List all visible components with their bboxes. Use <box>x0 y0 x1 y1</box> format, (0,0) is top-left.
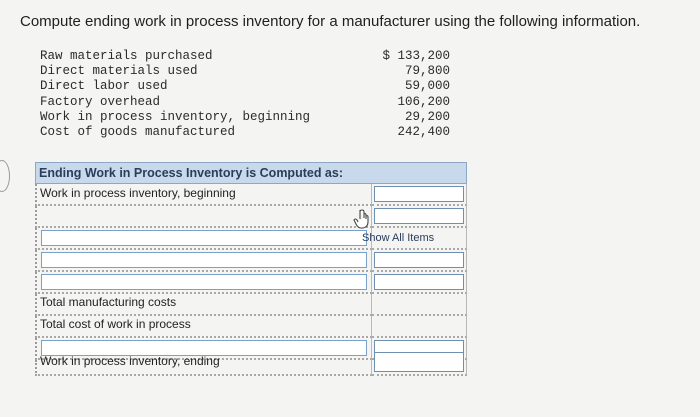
amount-cell <box>372 206 467 228</box>
amount-cell <box>372 294 467 316</box>
label-dropdown[interactable] <box>41 274 367 290</box>
question-text: Compute ending work in process inventory for a manufacturer using the following information. <box>20 13 641 30</box>
amount-input[interactable] <box>374 186 464 202</box>
given-row <box>40 79 450 94</box>
given-data <box>40 49 450 140</box>
given-row <box>40 125 450 140</box>
given-label: Cost of goods manufactured <box>40 124 236 139</box>
side-panel-tab[interactable] <box>0 160 10 192</box>
given-label: Factory overhead <box>40 94 161 109</box>
amount-cell <box>372 272 467 294</box>
given-value: 59,000 <box>404 79 450 94</box>
amount-input[interactable] <box>374 274 464 290</box>
amount-input[interactable] <box>374 352 464 372</box>
given-value: 106,200 <box>397 94 450 109</box>
given-row <box>40 95 450 110</box>
amount-input[interactable] <box>374 208 464 224</box>
given-value: 29,200 <box>404 109 450 124</box>
given-value: 79,800 <box>404 64 450 79</box>
row-label <box>35 250 372 272</box>
row-label-text: Total cost of work in process <box>40 317 191 331</box>
given-label: Raw materials purchased <box>40 49 213 63</box>
given-label: Work in process inventory, beginning <box>40 109 311 124</box>
hand-cursor-icon <box>353 209 371 229</box>
label-dropdown[interactable] <box>41 252 367 268</box>
row-label-text: Work in process inventory, beginning <box>40 186 236 200</box>
amount-cell <box>372 250 467 272</box>
given-label: Direct labor used <box>40 79 168 94</box>
given-label: Direct materials used <box>40 64 198 79</box>
given-row <box>40 49 450 64</box>
row-label-text: Work in process inventory, ending <box>40 354 220 368</box>
amount-cell <box>372 184 467 206</box>
row-label-text: Total manufacturing costs <box>40 295 177 309</box>
given-value: $ 133,200 <box>382 49 450 63</box>
table-header: Ending Work in Process Inventory is Computed as: <box>35 162 467 184</box>
amount-input[interactable] <box>374 252 464 268</box>
given-row <box>40 110 450 125</box>
worksheet-table <box>35 162 467 376</box>
row-label <box>35 184 372 206</box>
row-label <box>35 316 372 338</box>
row-label <box>35 294 372 316</box>
row-label <box>35 228 372 250</box>
row-label <box>35 354 372 376</box>
label-dropdown[interactable] <box>41 230 367 246</box>
amount-cell <box>372 360 467 376</box>
given-row <box>40 64 450 79</box>
row-label <box>35 272 372 294</box>
row-label <box>35 206 372 228</box>
given-value: 242,400 <box>397 124 450 139</box>
show-all-items-link[interactable]: Show All Items <box>362 232 435 244</box>
amount-cell <box>372 316 467 338</box>
